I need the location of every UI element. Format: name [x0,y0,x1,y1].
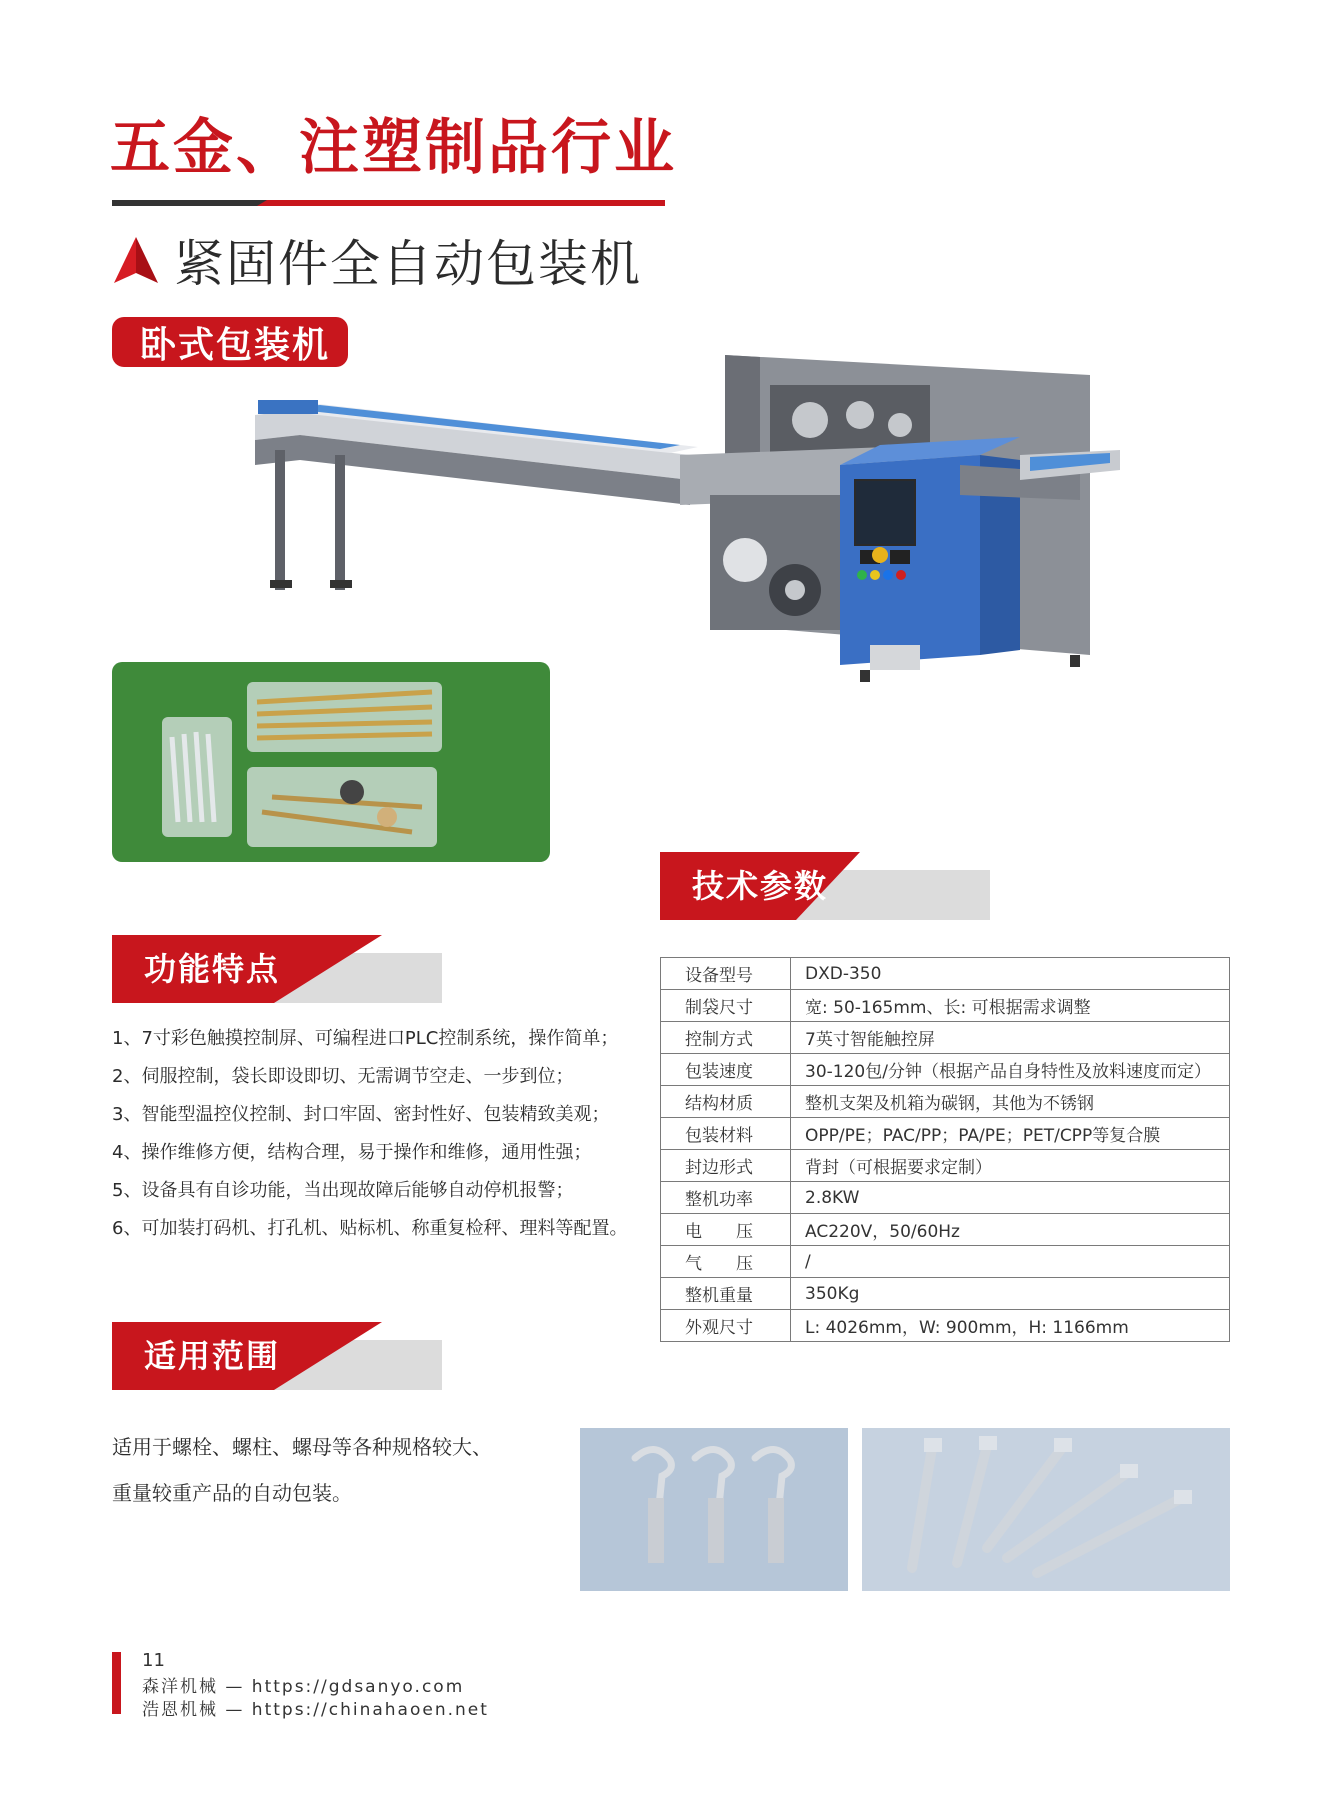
list-item: 5、设备具有自诊功能，当出现故障后能够自动停机报警； [112,1180,574,1201]
product-subtitle: 紧固件全自动包装机 [174,235,642,293]
hex-bolts-photo [862,1428,1230,1591]
spec-value: 宽: 50-165mm、长: 可根据需求调整 [791,990,1230,1022]
spec-value: 2.8KW [791,1182,1230,1214]
title-rule-dark [112,200,267,206]
list-item: 1、7寸彩色触摸控制屏、可编程进口PLC控制系统，操作简单； [112,1028,619,1049]
section-scope-header [112,1322,442,1390]
spec-value: 整机支架及机箱为碳钢，其他为不锈钢 [791,1086,1230,1118]
table-row [661,1054,1230,1086]
spec-key: 气 压 [661,1246,791,1278]
spec-key: 包装速度 [661,1054,791,1086]
scope-line: 适用于螺栓、螺柱、螺母等各种规格较大、 [112,1435,492,1459]
spec-key: 制袋尺寸 [661,990,791,1022]
spec-key: 设备型号 [661,958,791,990]
spec-value: 背封（可根据要求定制） [791,1150,1230,1182]
spec-value: DXD-350 [791,958,1230,990]
spec-key: 整机重量 [661,1278,791,1310]
page-number: 11 [142,1650,165,1671]
table-row [661,990,1230,1022]
spec-value: 7英寸智能触控屏 [791,1022,1230,1054]
list-item: 6、可加装打码机、打孔机、贴标机、称重复检秤、理料等配置。 [112,1218,628,1239]
table-row [661,1118,1230,1150]
spec-key: 整机功率 [661,1182,791,1214]
table-row [661,1022,1230,1054]
features-list [112,1020,632,1248]
footer-accent-bar [112,1652,121,1714]
spec-value: AC220V，50/60Hz [791,1214,1230,1246]
section-specs-title: 技术参数 [692,867,829,905]
list-item: 4、操作维修方便，结构合理，易于操作和维修，通用性强； [112,1142,592,1163]
spec-key: 电 压 [661,1214,791,1246]
spec-table [660,957,1230,1342]
title-rule-red [267,200,665,206]
table-row [661,958,1230,990]
spec-value: OPP/PE；PAC/PP；PA/PE；PET/CPP等复合膜 [791,1118,1230,1150]
table-row [661,1214,1230,1246]
spec-key: 控制方式 [661,1022,791,1054]
spec-key: 外观尺寸 [661,1310,791,1342]
section-features-header [112,935,442,1003]
scope-text [112,1424,552,1516]
spec-value: / [791,1246,1230,1278]
table-row [661,1310,1230,1342]
red-triangle-icon [112,235,160,285]
section-specs-header [660,852,990,920]
table-row [661,1246,1230,1278]
page-title: 五金、注塑制品行业 [110,113,677,183]
section-features-title: 功能特点 [144,950,281,988]
scope-line: 重量较重产品的自动包装。 [112,1481,352,1505]
spec-key: 包装材料 [661,1118,791,1150]
table-row [661,1150,1230,1182]
list-item: 2、伺服控制，袋长即设即切、无需调节空走、一步到位； [112,1066,574,1087]
table-row [661,1278,1230,1310]
spec-key: 封边形式 [661,1150,791,1182]
spec-value: L: 4026mm，W: 900mm，H: 1166mm [791,1310,1230,1342]
spec-key: 结构材质 [661,1086,791,1118]
footer-company-sanyo: 森洋机械 — https://gdsanyo.com [142,1677,465,1697]
hook-bolts-photo [580,1428,848,1591]
product-heading [112,230,642,293]
spec-value: 30-120包/分钟（根据产品自身特性及放料速度而定） [791,1054,1230,1086]
section-scope-title: 适用范围 [144,1337,281,1375]
table-row [661,1182,1230,1214]
list-item: 3、智能型温控仪控制、封口牢固、密封性好、包装精致美观； [112,1104,610,1125]
footer-company-haoen: 浩恩机械 — https://chinahaoen.net [142,1700,489,1720]
packaged-fasteners-photo [112,662,550,862]
table-row [661,1086,1230,1118]
spec-value: 350Kg [791,1278,1230,1310]
machine-type-badge: 卧式包装机 [112,317,348,367]
